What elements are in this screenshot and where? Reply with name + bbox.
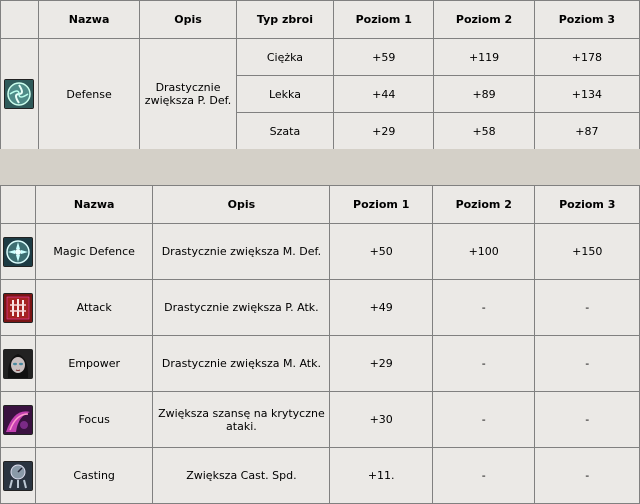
- focus-icon: [3, 405, 33, 435]
- header-level-2: Poziom 2: [434, 1, 533, 38]
- skill-name: Magic Defence: [36, 224, 152, 279]
- level-1-value: +50: [330, 224, 432, 279]
- level-2-value: +119: [434, 39, 533, 75]
- header-level-3: Poziom 3: [535, 1, 639, 38]
- level-2-value: -: [433, 392, 535, 447]
- icon-cell: [1, 336, 35, 391]
- level-1-value: +44: [334, 76, 433, 112]
- table-row: [1, 280, 639, 335]
- header-desc: Opis: [140, 1, 236, 38]
- skill-name: Defense: [39, 39, 139, 149]
- header-desc: Opis: [153, 186, 329, 223]
- skill-name: Casting: [36, 448, 152, 503]
- level-1-value: +49: [330, 280, 432, 335]
- skill-name: Focus: [36, 392, 152, 447]
- empower-icon: [3, 349, 33, 379]
- level-3-value: -: [535, 392, 639, 447]
- defense-table: [0, 0, 640, 150]
- skills-table: [0, 185, 640, 504]
- armor-type: Ciężka: [237, 39, 333, 75]
- header-level-3: Poziom 3: [535, 186, 639, 223]
- level-2-value: -: [433, 448, 535, 503]
- table-row: [1, 448, 639, 503]
- skill-name: Empower: [36, 336, 152, 391]
- level-1-value: +29: [330, 336, 432, 391]
- icon-cell: [1, 280, 35, 335]
- level-3-value: -: [535, 448, 639, 503]
- header-level-1: Poziom 1: [334, 1, 433, 38]
- header-armor-type: Typ zbroi: [237, 1, 333, 38]
- attack-icon: [3, 293, 33, 323]
- icon-cell: [1, 224, 35, 279]
- header-name: Nazwa: [36, 186, 152, 223]
- level-1-value: +59: [334, 39, 433, 75]
- level-1-value: +11.: [330, 448, 432, 503]
- skill-name: Attack: [36, 280, 152, 335]
- skill-desc: Zwiększa Cast. Spd.: [153, 448, 329, 503]
- icon-cell: [1, 392, 35, 447]
- defense-shield-icon: [4, 79, 34, 109]
- level-3-value: -: [535, 280, 639, 335]
- armor-type: Szata: [237, 113, 333, 149]
- icon-cell: [1, 39, 38, 149]
- level-2-value: +89: [434, 76, 533, 112]
- level-1-value: +30: [330, 392, 432, 447]
- header-level-1: Poziom 1: [330, 186, 432, 223]
- header-row: [1, 1, 639, 38]
- skill-desc: Drastycznie zwiększa P. Atk.: [153, 280, 329, 335]
- level-3-value: -: [535, 336, 639, 391]
- table-row: [1, 336, 639, 391]
- header-row: [1, 186, 639, 223]
- table-row: [1, 224, 639, 279]
- level-2-value: +100: [433, 224, 535, 279]
- level-3-value: +87: [535, 113, 639, 149]
- header-level-2: Poziom 2: [433, 186, 535, 223]
- header-name: Nazwa: [39, 1, 139, 38]
- casting-icon: [3, 461, 33, 491]
- icon-cell: [1, 448, 35, 503]
- header-icon-cell: [1, 1, 38, 38]
- level-3-value: +150: [535, 224, 639, 279]
- table-spacer: [0, 149, 640, 185]
- level-2-value: -: [433, 336, 535, 391]
- level-3-value: +134: [535, 76, 639, 112]
- table-row: [1, 392, 639, 447]
- skill-desc: Zwiększa szansę na krytyczne ataki.: [153, 392, 329, 447]
- skill-desc: Drastycznie zwiększa P. Def.: [140, 39, 236, 149]
- magic-defence-icon: [3, 237, 33, 267]
- table-row: [1, 39, 639, 75]
- level-2-value: -: [433, 280, 535, 335]
- level-3-value: +178: [535, 39, 639, 75]
- skill-desc: Drastycznie zwiększa M. Def.: [153, 224, 329, 279]
- skill-desc: Drastycznie zwiększa M. Atk.: [153, 336, 329, 391]
- armor-type: Lekka: [237, 76, 333, 112]
- header-icon-cell: [1, 186, 35, 223]
- level-1-value: +29: [334, 113, 433, 149]
- level-2-value: +58: [434, 113, 533, 149]
